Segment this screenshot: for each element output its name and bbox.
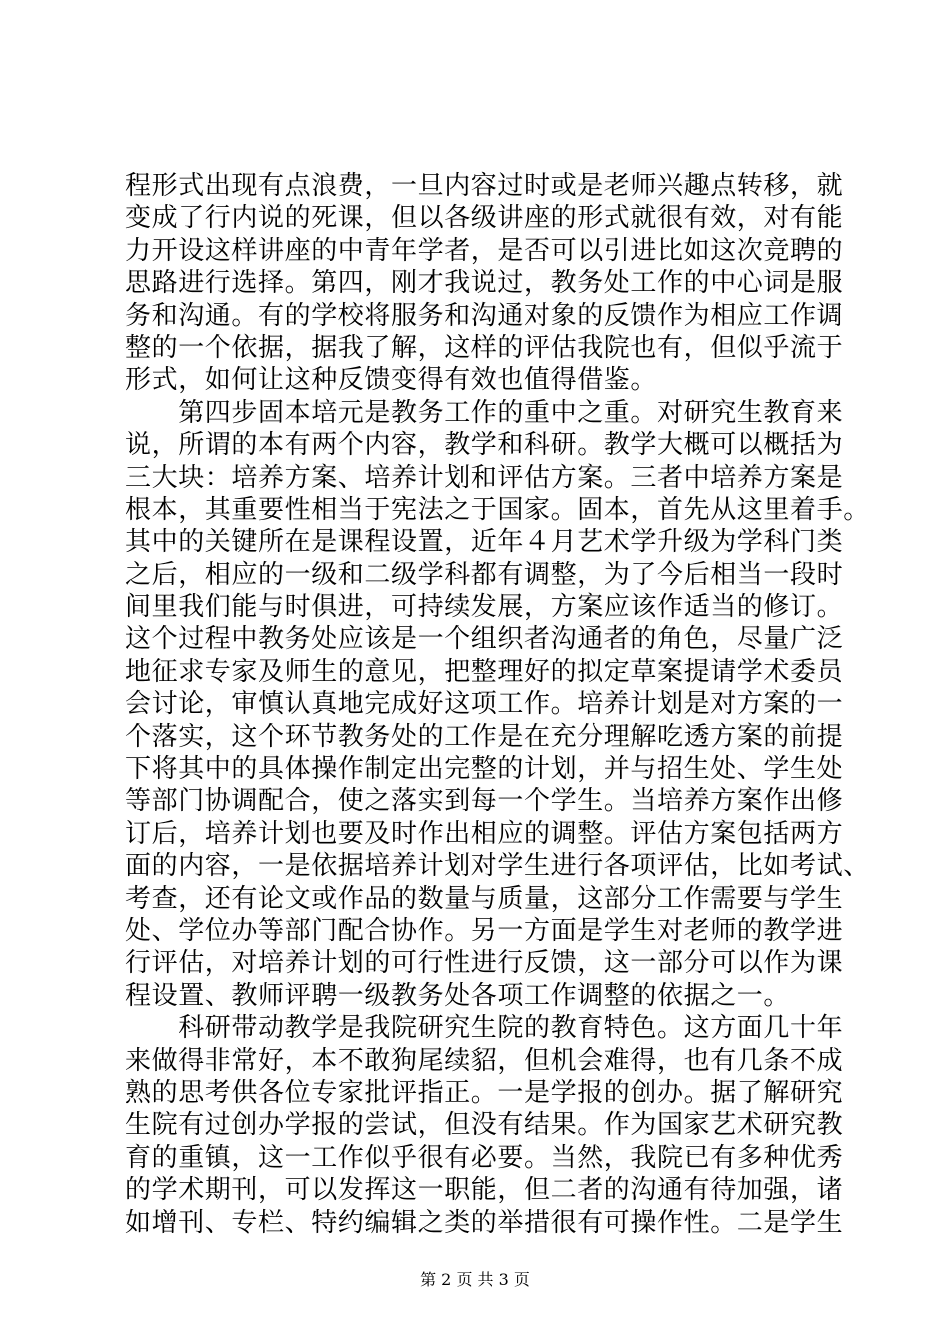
text-line: 形式，如何让这种反馈变得有效也值得借鉴。 — [125, 365, 658, 396]
text-line: 务和沟通。有的学校将服务和沟通对象的反馈作为相应工作调 — [125, 300, 844, 331]
text-line: 第四步固本培元是教务工作的重中之重。对研究生教育来 — [125, 397, 844, 428]
text-line: 程形式出现有点浪费，一旦内容过时或是老师兴趣点转移，就 — [125, 171, 844, 201]
text-line: 间里我们能与时俱进，可持续发展，方案应该作适当的修订。 — [125, 592, 844, 623]
text-line: 变成了行内说的死课，但以各级讲座的形式就很有效，对有能 — [125, 203, 844, 234]
text-line: 生院有过创办学报的尝试，但没有结果。作为国家艺术研究教 — [125, 1110, 844, 1141]
text-line: 说，所谓的本有两个内容，教学和科研。教学大概可以概括为 — [125, 430, 844, 461]
text-line: 其中的关键所在是课程设置，近年４月艺术学升级为学科门类 — [125, 527, 844, 558]
text-line: 地征求专家及师生的意见，把整理好的拟定草案提请学术委员 — [125, 656, 844, 687]
text-line: 熟的思考供各位专家批评指正。一是学报的创办。据了解研究 — [125, 1077, 844, 1108]
text-line: 会讨论，审慎认真地完成好这项工作。培养计划是对方案的一 — [125, 689, 844, 720]
text-line: 整的一个依据，据我了解，这样的评估我院也有，但似乎流于 — [125, 332, 844, 363]
text-line: 行评估，对培养计划的可行性进行反馈，这一部分可以作为课 — [125, 948, 844, 979]
text-line: 处、学位办等部门配合协作。另一方面是学生对老师的教学进 — [125, 915, 844, 946]
page-number-footer: 第 2 页 共 3 页 — [420, 1270, 530, 1289]
text-line: 之后，相应的一级和二级学科都有调整，为了今后相当一段时 — [125, 559, 844, 590]
text-line: 等部门协调配合，使之落实到每一个学生。当培养方案作出修 — [125, 786, 844, 817]
text-line: 这个过程中教务处应该是一个组织者沟通者的角色，尽量广泛 — [125, 624, 844, 655]
text-line: 考查，还有论文或作品的数量与质量，这部分工作需要与学生 — [125, 883, 844, 914]
text-line: 思路进行选择。第四，刚才我说过，教务处工作的中心词是服 — [125, 268, 844, 299]
text-line: 科研带动教学是我院研究生院的教育特色。这方面几十年 — [125, 1013, 844, 1044]
text-line: 面的内容，一是依据培养计划对学生进行各项评估，比如考试、 — [125, 851, 870, 882]
text-line: 来做得非常好，本不敢狗尾续貂，但机会难得，也有几条不成 — [125, 1045, 844, 1076]
text-line: 个落实，这个环节教务处的工作是在充分理解吃透方案的前提 — [125, 721, 844, 752]
text-line: 育的重镇，这一工作似乎很有必要。当然，我院已有多种优秀 — [125, 1142, 844, 1173]
text-line: 的学术期刊，可以发挥这一职能，但二者的沟通有待加强，诸 — [125, 1175, 844, 1206]
document-body — [125, 170, 870, 1239]
text-line: 根本，其重要性相当于宪法之于国家。固本，首先从这里着手。 — [125, 494, 870, 525]
text-line: 三大块：培养方案、培养计划和评估方案。三者中培养方案是 — [125, 462, 844, 493]
text-line: 订后，培养计划也要及时作出相应的调整。评估方案包括两方 — [125, 818, 844, 849]
text-line: 程设置、教师评聘一级教务处各项工作调整的依据之一。 — [125, 980, 791, 1011]
text-line: 下将其中的具体操作制定出完整的计划，并与招生处、学生处 — [125, 754, 844, 785]
text-line: 力开设这样讲座的中青年学者，是否可以引进比如这次竞聘的 — [125, 235, 844, 266]
text-line: 如增刊、专栏、特约编辑之类的举措很有可操作性。二是学生 — [125, 1207, 844, 1238]
